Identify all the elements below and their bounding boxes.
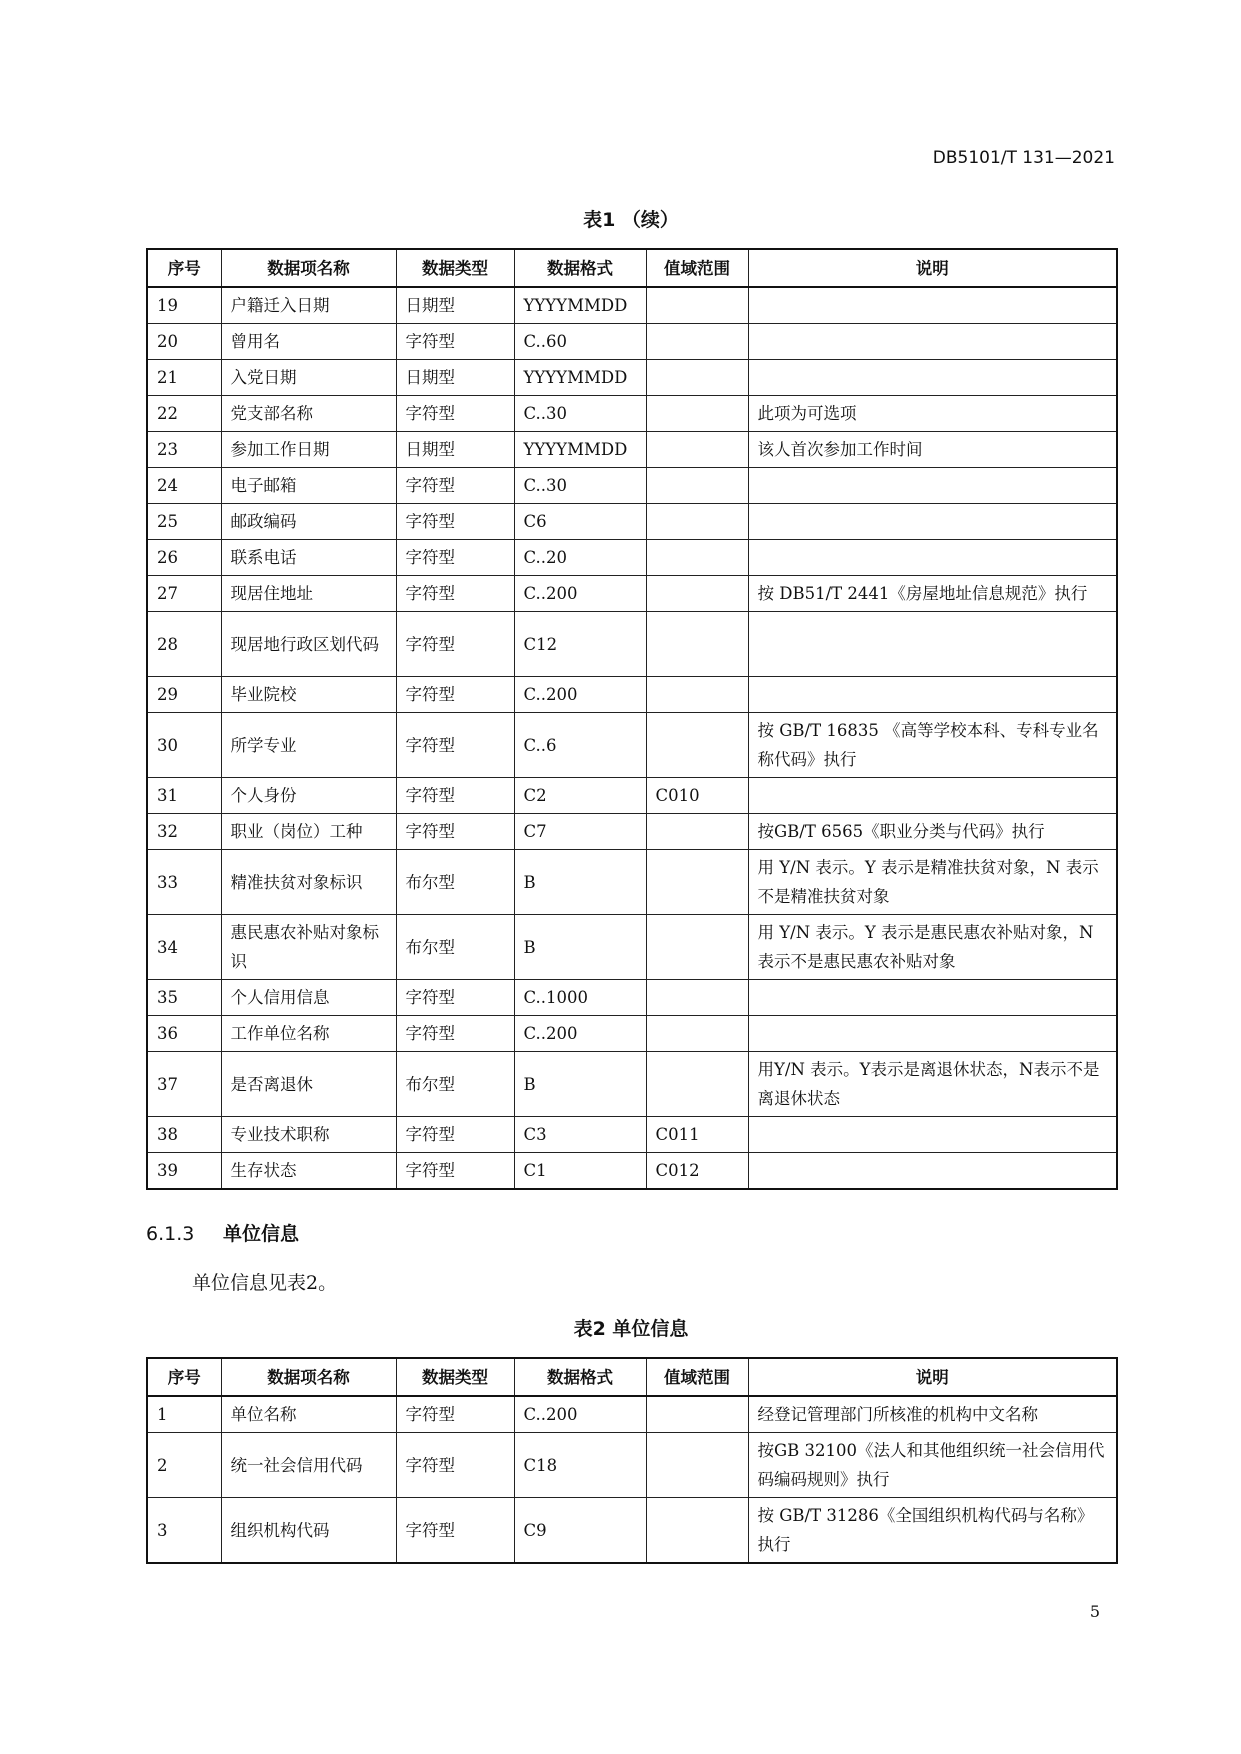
- table-cell: [646, 612, 748, 677]
- table-cell: 字符型: [396, 576, 514, 612]
- table-cell: C..200: [514, 1016, 646, 1052]
- table-cell: [646, 814, 748, 850]
- table-cell: [748, 778, 1117, 814]
- column-header: 数据类型: [396, 249, 514, 287]
- table-cell: 按 GB/T 31286《全国组织机构代码与名称》执行: [748, 1498, 1117, 1564]
- table-cell: 曾用名: [221, 324, 396, 360]
- table-cell: C..60: [514, 324, 646, 360]
- table-row: [147, 814, 1117, 850]
- table-cell: 22: [147, 396, 221, 432]
- table-cell: C..200: [514, 1396, 646, 1433]
- table-cell: 日期型: [396, 287, 514, 324]
- table-cell: 用Y/N 表示。Y表示是离退休状态，N表示不是离退休状态: [748, 1052, 1117, 1117]
- table-cell: 按GB 32100《法人和其他组织统一社会信用代码编码规则》执行: [748, 1433, 1117, 1498]
- table-cell: C..30: [514, 396, 646, 432]
- column-header: 序号: [147, 1358, 221, 1396]
- table-cell: 字符型: [396, 504, 514, 540]
- table-cell: [748, 504, 1117, 540]
- section-number: 6.1.3: [146, 1223, 195, 1245]
- table-cell: 字符型: [396, 1396, 514, 1433]
- table-cell: [748, 360, 1117, 396]
- table-cell: C012: [646, 1153, 748, 1190]
- table-cell: 经登记管理部门所核准的机构中文名称: [748, 1396, 1117, 1433]
- table-cell: 20: [147, 324, 221, 360]
- table-cell: 字符型: [396, 1117, 514, 1153]
- table-cell: [646, 360, 748, 396]
- column-header: 数据项名称: [221, 1358, 396, 1396]
- table-cell: 职业（岗位）工种: [221, 814, 396, 850]
- column-header: 数据类型: [396, 1358, 514, 1396]
- table-cell: 字符型: [396, 778, 514, 814]
- table-cell: C9: [514, 1498, 646, 1564]
- column-header: 数据项名称: [221, 249, 396, 287]
- table-cell: 惠民惠农补贴对象标识: [221, 915, 396, 980]
- table-cell: [646, 287, 748, 324]
- table-cell: 字符型: [396, 1498, 514, 1564]
- table-row: [147, 612, 1117, 677]
- table-row: [147, 1153, 1117, 1190]
- table-cell: 参加工作日期: [221, 432, 396, 468]
- table-cell: 21: [147, 360, 221, 396]
- table-cell: [748, 1016, 1117, 1052]
- table-cell: 23: [147, 432, 221, 468]
- table-row: [147, 980, 1117, 1016]
- table-row: [147, 1433, 1117, 1498]
- table-cell: 字符型: [396, 1433, 514, 1498]
- table-cell: 33: [147, 850, 221, 915]
- table-cell: [748, 287, 1117, 324]
- table-row: [147, 1052, 1117, 1117]
- table-cell: [748, 324, 1117, 360]
- table-cell: 单位名称: [221, 1396, 396, 1433]
- table-cell: 日期型: [396, 432, 514, 468]
- table-cell: [646, 1433, 748, 1498]
- table-cell: 字符型: [396, 612, 514, 677]
- table-cell: 34: [147, 915, 221, 980]
- table-cell: [646, 980, 748, 1016]
- table-cell: C3: [514, 1117, 646, 1153]
- table-cell: 35: [147, 980, 221, 1016]
- table-row: [147, 432, 1117, 468]
- table-cell: C..200: [514, 576, 646, 612]
- table-cell: 字符型: [396, 713, 514, 778]
- table-cell: [748, 1153, 1117, 1190]
- table-cell: 37: [147, 1052, 221, 1117]
- column-header: 值域范围: [646, 1358, 748, 1396]
- table-row: [147, 324, 1117, 360]
- table-cell: 31: [147, 778, 221, 814]
- table-cell: 布尔型: [396, 1052, 514, 1117]
- table-cell: [748, 1117, 1117, 1153]
- section-heading: [146, 1219, 299, 1246]
- table-cell: [748, 540, 1117, 576]
- table-row: [147, 540, 1117, 576]
- table-cell: 字符型: [396, 540, 514, 576]
- table-cell: [646, 713, 748, 778]
- table-cell: 日期型: [396, 360, 514, 396]
- table-row: [147, 915, 1117, 980]
- table-cell: 毕业院校: [221, 677, 396, 713]
- table-cell: C12: [514, 612, 646, 677]
- table-row: [147, 468, 1117, 504]
- table-cell: C010: [646, 778, 748, 814]
- table-row: [147, 1396, 1117, 1433]
- column-header: 说明: [748, 1358, 1117, 1396]
- table-row: [147, 677, 1117, 713]
- column-header: 数据格式: [514, 249, 646, 287]
- table-cell: 字符型: [396, 1016, 514, 1052]
- table-cell: 1: [147, 1396, 221, 1433]
- table-cell: 布尔型: [396, 915, 514, 980]
- table2-header-row: [147, 1358, 1117, 1396]
- table-cell: 该人首次参加工作时间: [748, 432, 1117, 468]
- table-cell: 布尔型: [396, 850, 514, 915]
- table-cell: 此项为可选项: [748, 396, 1117, 432]
- column-header: 说明: [748, 249, 1117, 287]
- column-header: 数据格式: [514, 1358, 646, 1396]
- table-cell: 30: [147, 713, 221, 778]
- table-cell: 26: [147, 540, 221, 576]
- table-row: [147, 1498, 1117, 1564]
- table-cell: 字符型: [396, 468, 514, 504]
- table-row: [147, 1117, 1117, 1153]
- table-cell: 25: [147, 504, 221, 540]
- table-cell: C..30: [514, 468, 646, 504]
- table-cell: 27: [147, 576, 221, 612]
- table-cell: [646, 576, 748, 612]
- table-cell: C011: [646, 1117, 748, 1153]
- table-cell: C..200: [514, 677, 646, 713]
- table-cell: [646, 504, 748, 540]
- table-cell: 29: [147, 677, 221, 713]
- table-cell: [748, 612, 1117, 677]
- table-cell: 28: [147, 612, 221, 677]
- column-header: 序号: [147, 249, 221, 287]
- table-row: [147, 778, 1117, 814]
- table-cell: 19: [147, 287, 221, 324]
- table-row: [147, 1016, 1117, 1052]
- table-row: [147, 850, 1117, 915]
- table-cell: 统一社会信用代码: [221, 1433, 396, 1498]
- table-cell: [646, 540, 748, 576]
- table2: [146, 1357, 1118, 1564]
- table-cell: 现居住地址: [221, 576, 396, 612]
- table-cell: 组织机构代码: [221, 1498, 396, 1564]
- table-cell: B: [514, 1052, 646, 1117]
- table1-caption: 表1 （续）: [583, 209, 679, 231]
- table-cell: 按 DB51/T 2441《房屋地址信息规范》执行: [748, 576, 1117, 612]
- table-cell: 用 Y/N 表示。Y 表示是精准扶贫对象，N 表示不是精准扶贫对象: [748, 850, 1117, 915]
- table-row: [147, 287, 1117, 324]
- table-cell: 工作单位名称: [221, 1016, 396, 1052]
- table-cell: [748, 980, 1117, 1016]
- table-cell: 按GB/T 6565《职业分类与代码》执行: [748, 814, 1117, 850]
- table-cell: [646, 915, 748, 980]
- table-cell: B: [514, 915, 646, 980]
- table-cell: C..20: [514, 540, 646, 576]
- section-title: 单位信息: [223, 1223, 300, 1245]
- table-row: [147, 713, 1117, 778]
- table-cell: [646, 1498, 748, 1564]
- table-cell: [646, 1016, 748, 1052]
- table-cell: C2: [514, 778, 646, 814]
- table-cell: [646, 1396, 748, 1433]
- table-cell: [646, 432, 748, 468]
- table-cell: C1: [514, 1153, 646, 1190]
- table-cell: [646, 324, 748, 360]
- table-cell: 字符型: [396, 396, 514, 432]
- table-cell: 36: [147, 1016, 221, 1052]
- body-paragraph: 单位信息见表2。: [192, 1272, 338, 1294]
- table-cell: YYYYMMDD: [514, 287, 646, 324]
- document-code: DB5101/T 131—2021: [932, 148, 1115, 168]
- table-cell: 精准扶贫对象标识: [221, 850, 396, 915]
- table-row: [147, 396, 1117, 432]
- table-row: [147, 504, 1117, 540]
- page-number: 5: [1089, 1602, 1100, 1621]
- table-cell: [748, 468, 1117, 504]
- table-cell: 专业技术职称: [221, 1117, 396, 1153]
- table-cell: 38: [147, 1117, 221, 1153]
- table-cell: 3: [147, 1498, 221, 1564]
- table-cell: 字符型: [396, 814, 514, 850]
- table-cell: [646, 677, 748, 713]
- table-cell: 字符型: [396, 1153, 514, 1190]
- table-cell: C6: [514, 504, 646, 540]
- table-cell: 入党日期: [221, 360, 396, 396]
- table-cell: 字符型: [396, 980, 514, 1016]
- table-cell: [646, 1052, 748, 1117]
- table-row: [147, 360, 1117, 396]
- table-cell: 联系电话: [221, 540, 396, 576]
- table-cell: C..1000: [514, 980, 646, 1016]
- table-cell: 生存状态: [221, 1153, 396, 1190]
- table1-header-row: [147, 249, 1117, 287]
- table-cell: C7: [514, 814, 646, 850]
- table-cell: B: [514, 850, 646, 915]
- table-cell: YYYYMMDD: [514, 360, 646, 396]
- table-cell: 是否离退休: [221, 1052, 396, 1117]
- column-header: 值域范围: [646, 249, 748, 287]
- table-cell: [646, 850, 748, 915]
- table-cell: 邮政编码: [221, 504, 396, 540]
- table-row: [147, 576, 1117, 612]
- table-cell: 24: [147, 468, 221, 504]
- table-cell: 党支部名称: [221, 396, 396, 432]
- table-cell: 2: [147, 1433, 221, 1498]
- table-cell: 电子邮箱: [221, 468, 396, 504]
- table-cell: YYYYMMDD: [514, 432, 646, 468]
- table2-caption: 表2 单位信息: [573, 1318, 689, 1340]
- table-cell: [646, 468, 748, 504]
- table-cell: [748, 677, 1117, 713]
- table-cell: 字符型: [396, 324, 514, 360]
- table1: [146, 248, 1118, 1190]
- table-cell: 39: [147, 1153, 221, 1190]
- table-cell: C..6: [514, 713, 646, 778]
- table-cell: C18: [514, 1433, 646, 1498]
- table-cell: 所学专业: [221, 713, 396, 778]
- table-cell: 户籍迁入日期: [221, 287, 396, 324]
- table-cell: 按 GB/T 16835 《高等学校本科、专科专业名称代码》执行: [748, 713, 1117, 778]
- table-cell: 现居地行政区划代码: [221, 612, 396, 677]
- table-cell: 用 Y/N 表示。Y 表示是惠民惠农补贴对象，N 表示不是惠民惠农补贴对象: [748, 915, 1117, 980]
- table-cell: [646, 396, 748, 432]
- table-cell: 个人身份: [221, 778, 396, 814]
- table-cell: 32: [147, 814, 221, 850]
- table-cell: 个人信用信息: [221, 980, 396, 1016]
- table-cell: 字符型: [396, 677, 514, 713]
